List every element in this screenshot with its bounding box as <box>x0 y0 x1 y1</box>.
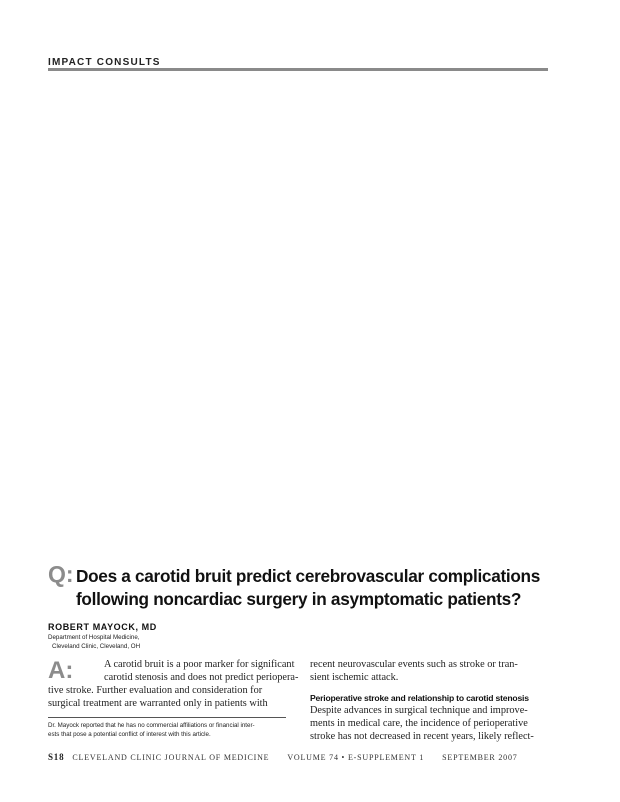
title-line: Does a carotid bruit predict cerebrovascular complications <box>76 566 541 586</box>
body-line: ments in medical care, the incidence of perioperative <box>310 718 528 729</box>
answer-paragraph <box>48 658 299 710</box>
footnote-rule <box>48 717 286 718</box>
affiliation-line: Department of Hospital Medicine, <box>48 634 140 641</box>
footnote-line: ests that pose a potential conflict of interest with this article. <box>48 731 211 738</box>
article-title <box>76 565 576 611</box>
section-rule <box>48 68 548 71</box>
issue-date: SEPTEMBER 2007 <box>442 753 518 762</box>
question-mark: Q: <box>48 561 74 587</box>
body-line: tive stroke. Further evaluation and consideration for <box>48 685 263 696</box>
answer-mark: A: <box>48 657 74 684</box>
page-number: S18 <box>48 752 65 762</box>
body-line: A carotid bruit is a poor marker for significant <box>104 659 295 670</box>
body-line: surgical treatment are warranted only in patients with <box>48 698 268 709</box>
author-affiliation <box>48 633 140 651</box>
page-footer <box>48 752 518 762</box>
body-line: Despite advances in surgical technique and improve- <box>310 705 528 716</box>
body-line: stroke has not decreased in recent years, likely reflect- <box>310 731 534 742</box>
left-column <box>48 657 299 710</box>
footnote <box>48 721 255 739</box>
author-name: ROBERT MAYOCK, MD <box>48 622 157 632</box>
body-line: sient ischemic attack. <box>310 672 399 683</box>
footnote-line: Dr. Mayock reported that he has no commercial affiliations or financial inter- <box>48 722 255 729</box>
section-label: IMPACT CONSULTS <box>48 57 161 68</box>
volume-info: VOLUME 74 • E-SUPPLEMENT 1 <box>287 753 425 762</box>
section-subhead: Perioperative stroke and relationship to carotid stenosis <box>310 693 529 703</box>
affiliation-line: Cleveland Clinic, Cleveland, OH <box>52 643 141 650</box>
body-line: recent neurovascular events such as stroke or tran- <box>310 659 518 670</box>
body-line: carotid stenosis and does not predict periopera- <box>104 672 299 683</box>
title-line: following noncardiac surgery in asymptomatic patients? <box>76 589 522 609</box>
journal-name: CLEVELAND CLINIC JOURNAL OF MEDICINE <box>72 753 270 762</box>
right-column <box>310 658 550 743</box>
